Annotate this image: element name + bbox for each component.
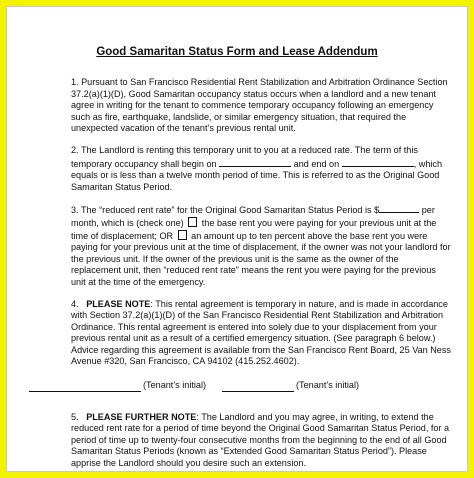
rent-amount-blank[interactable] [379, 203, 419, 213]
paragraph-2-text-b: and end on [293, 158, 340, 169]
paragraph-3 [29, 203, 451, 288]
please-further-note-label: PLEASE FURTHER NOTE [86, 411, 197, 422]
paragraph-4-number: 4. [71, 298, 79, 309]
paragraph-4-text: : This rental agreement is temporary in nature, and is made in accordance with Section 37.2(a)(1)(D) of the San Francisco Residential Rent Stabilization and Arbitration Ordinance. This rental agreement is entered into solely due to your displacement from your previous rental unit as a result of a certified emergency situation. (See paragraph 6 below.) Advice regarding this agreement is available from the San Francisco Rent Board, 25 Van Ness Avenue #320, San Francisco, CA 94102 (415.252.4602). [71, 298, 451, 367]
paragraph-5 [29, 412, 451, 470]
paragraph-2-text-c: , which equals or is less than a twelve month period of time. This is referred to as the Original Good Samaritan Status Period. [71, 158, 443, 192]
paragraph-5-text: : The Landlord and you may agree, in writing, to extend the reduced rent rate for a period of time beyond the Original Good Samaritan Status Period, for a period of time up to twenty-four consecutive months from the beginning to the end of all Good Samaritan Status Periods (known as “Extended Good Samaritan Status Period”). Please apprise the Landlord should you desire such an extension. [71, 411, 450, 469]
paragraph-3-text-b: per month, which is (check one) [71, 205, 435, 228]
end-date-blank[interactable] [342, 157, 414, 167]
paragraph-2 [29, 145, 451, 193]
document-body [29, 77, 451, 472]
document-title: Good Samaritan Status Form and Lease Addendum [96, 46, 378, 58]
paragraph-3-text-d: an amount up to ten percent above the base rent you were paying for your previous unit at the time of displacement, if the owner was not your landlord for the previous unit. If the owner of the previous unit is the same as the owner of the replacement unit, then “reduced rent rate” means the rent you were paying for the previous unit at the time of the emergency. [71, 230, 451, 287]
tenant-initial-label-2: (Tenant’s initial) [296, 380, 360, 391]
base-rent-checkbox[interactable] [188, 217, 197, 227]
tenant-initial-line-2[interactable] [222, 381, 294, 392]
tenant-initials-row [29, 380, 451, 392]
document-page [6, 6, 468, 472]
increased-rent-checkbox[interactable] [178, 230, 187, 240]
paragraph-5-number: 5. [71, 411, 79, 422]
paragraph-1 [29, 77, 451, 135]
tenant-initial-line-1[interactable] [29, 381, 141, 392]
paragraph-3-text-c: the base rent you were paying for your previous unit at the time of displacement; OR [71, 217, 437, 241]
paragraph-1-text: 1. Pursuant to San Francisco Residential Rent Stabilization and Arbitration Ordinance Section 37.2(a)(1)(D), Good Samaritan occupancy status occurs when a landlord and a new tenant agree in writing for the tenant to commence temporary occupancy following an emergency such as fire, earthquake, landslide, or similar emergency situation, that required the unexpected vacation of the tenant’s previous rental unit. [71, 77, 448, 134]
tenant-initial-label-1: (Tenant’s initial) [143, 380, 207, 391]
start-date-blank[interactable] [219, 157, 291, 167]
paragraph-2-text-a: 2. The Landlord is renting this temporary unit to you at a reduced rate. The term of this temporary occupancy shall begin on [71, 144, 418, 169]
paragraph-4 [29, 299, 451, 369]
paragraph-3-text-a: 3. The “reduced rent rate” for the Original Good Samaritan Status Period is $ [71, 205, 380, 216]
please-note-label: PLEASE NOTE [86, 298, 151, 309]
